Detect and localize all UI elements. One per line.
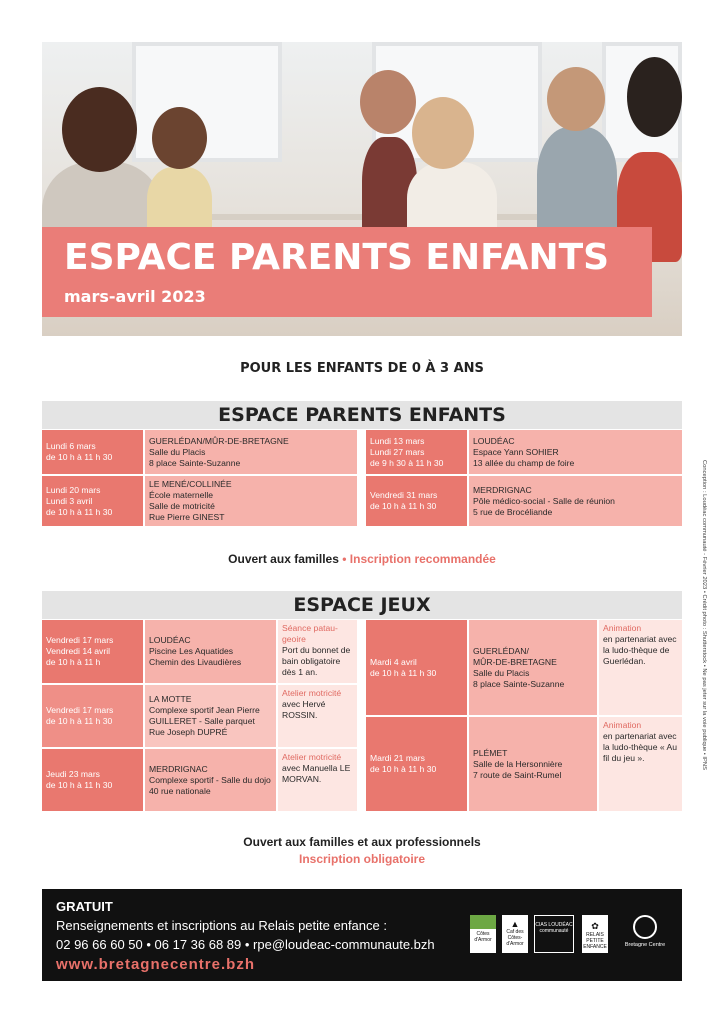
schedule-date	[366, 430, 467, 474]
schedule-date	[42, 620, 143, 683]
schedule-activity-note	[278, 749, 357, 811]
schedule-location-line: LA MOTTE	[149, 694, 192, 704]
note-activity-type: Séance patau-geoire	[282, 623, 338, 644]
schedule-date-line: de 10 h à 11 h 30	[46, 452, 113, 462]
note-open-families: Ouvert aux familles	[228, 552, 339, 566]
logo-text: CIAS LOUDÉAC communauté	[535, 922, 573, 934]
schedule-location-line: Espace Yann SOHIER	[473, 446, 559, 457]
schedule-location-line: Piscine Les Aquatides	[149, 646, 234, 656]
schedule-date-line: Mardi 4 avril	[370, 656, 417, 667]
logo-cotes-darmor	[470, 915, 496, 953]
note-details: en partenariat avec la ludo-thèque de Guerlédan.	[603, 634, 677, 666]
parent-figure	[627, 57, 682, 137]
schedule-location-line: GUERLÉDAN/MÛR-DE-BRETAGNE	[149, 435, 289, 446]
schedule-location	[145, 620, 276, 683]
section2-note-line1: Ouvert aux familles et aux professionnels	[243, 835, 481, 849]
note-registration: Inscription recommandée	[349, 552, 496, 566]
schedule-location	[469, 430, 682, 474]
schedule-date-line: de 10 h à 11 h 30	[370, 501, 437, 511]
schedule-location	[469, 476, 682, 526]
schedule-date-line: de 10 h à 11 h 30	[370, 667, 437, 678]
note-details: avec Hervé ROSSIN.	[282, 699, 326, 720]
logo-bretagne-centre	[620, 913, 670, 957]
schedule-location	[145, 685, 276, 747]
page-title: ESPACE PARENTS ENFANTS	[64, 237, 610, 278]
schedule-date-line: Lundi 20 mars	[46, 484, 101, 495]
note-bullet: •	[342, 552, 347, 566]
schedule-location-line: MERDRIGNAC	[149, 763, 208, 774]
schedule-date	[366, 476, 467, 526]
schedule-location-line: LOUDÉAC	[149, 635, 191, 645]
schedule-date-line: Vendredi 17 mars	[46, 705, 114, 715]
schedule-date-line: de 10 h à 11 h 30	[46, 780, 113, 790]
section-heading-espace-parents-enfants: ESPACE PARENTS ENFANTS	[42, 401, 682, 429]
schedule-location-line: MERDRIGNAC	[473, 484, 532, 495]
schedule-date-line: Vendredi 17 mars	[46, 635, 114, 645]
schedule-date	[42, 749, 143, 811]
schedule-date	[42, 685, 143, 747]
schedule-location	[469, 717, 597, 811]
schedule-location-line: 5 rue de Brocéliande	[473, 506, 553, 517]
child-figure	[152, 107, 207, 169]
schedule-location-line: 13 allée du champ de foire	[473, 457, 575, 468]
schedule-date	[366, 620, 467, 715]
logo-relais-petite-enfance: ✿ RELAIS PETITE ENFANCE	[582, 915, 608, 953]
schedule-location-line: GUERLÉDAN/	[473, 645, 529, 656]
schedule-date	[42, 430, 143, 474]
schedule-location-line: Rue Joseph DUPRÉ	[149, 727, 228, 737]
schedule-location-line: Complexe sportif Jean Pierre GUILLERET - Salle parquet	[149, 705, 260, 726]
logo-text: Côtes d'Armor	[474, 931, 492, 943]
schedule-location-line: LOUDÉAC	[473, 435, 515, 446]
section2-note-line2: Inscription obligatoire	[298, 852, 425, 866]
schedule-location-line: 8 place Sainte-Suzanne	[149, 457, 241, 468]
parent-figure	[412, 97, 474, 169]
schedule-location	[469, 620, 597, 715]
schedule-location-line: MÛR-DE-BRETAGNE	[473, 656, 557, 667]
schedule-date-line: Vendredi 31 mars	[370, 490, 438, 500]
child-figure	[547, 67, 605, 131]
age-range-heading: POUR LES ENFANTS DE 0 À 3 ANS	[240, 361, 484, 376]
note-activity-type: Atelier motricité	[282, 688, 342, 698]
schedule-activity-note	[278, 620, 357, 683]
schedule-location-line: Complexe sportif - Salle du dojo	[149, 774, 271, 785]
schedule-activity-note	[599, 620, 682, 715]
note-activity-type: Animation	[603, 623, 642, 633]
footer-website-link[interactable]: www.bretagnecentre.bzh	[56, 956, 255, 973]
schedule-location-line: PLÉMET	[473, 747, 508, 758]
schedule-date-line: de 10 h à 11 h 30	[46, 716, 113, 726]
note-activity-type: Atelier motricité	[282, 752, 342, 762]
side-credit	[695, 460, 715, 770]
schedule-date-line: Jeudi 23 mars	[46, 769, 100, 779]
footer-contact-block	[42, 889, 682, 981]
schedule-location-line: Salle du Placis	[149, 446, 206, 457]
hero-photo	[42, 42, 682, 336]
schedule-location-line: Chemin des Livaudières	[149, 657, 242, 667]
schedule-location-line: Pôle médico-social - Salle de réunion	[473, 495, 615, 506]
footer-contacts[interactable]: 02 96 66 60 50 • 06 17 36 68 89 • rpe@loudeac-communaute.bzh	[56, 937, 435, 952]
schedule-date-line: de 9 h 30 à 11 h 30	[370, 457, 444, 468]
schedule-activity-note	[599, 717, 682, 811]
section1-note	[0, 552, 724, 566]
schedule-location-line: 40 rue nationale	[149, 785, 211, 796]
child-figure	[360, 70, 416, 134]
logo-text: RELAIS PETITE ENFANCE	[583, 932, 607, 950]
schedule-date-line: de 10 h à 11 h 30	[46, 506, 113, 517]
schedule-date-line: de 10 h à 11 h 30	[370, 764, 437, 774]
logo-text: Caf des Côtes-d'Armor	[506, 929, 524, 947]
schedule-date-line: de 10 h à 11 h	[46, 657, 101, 667]
schedule-date-line: Lundi 27 mars	[370, 446, 425, 457]
bretagne-centre-icon	[633, 915, 657, 939]
schedule-date-line: Vendredi 14 avril	[46, 646, 111, 656]
schedule-date-line: Mardi 21 mars	[370, 753, 425, 763]
footer-free-label: GRATUIT	[56, 899, 113, 914]
schedule-location-line: 8 place Sainte-Suzanne	[473, 678, 565, 689]
schedule-location-line: Salle du Placis	[473, 667, 530, 678]
note-details: avec Manuella LE MORVAN.	[282, 763, 351, 784]
page-subtitle: mars-avril 2023	[64, 287, 206, 306]
schedule-location-line: Rue Pierre GINEST	[149, 512, 225, 522]
note-details: Port du bonnet de bain obligatoire dès 1 an.	[282, 645, 351, 677]
footer-info-text: Renseignements et inscriptions au Relais petite enfance :	[56, 918, 387, 933]
logo-caf: ▲ Caf des Côtes-d'Armor	[502, 915, 528, 953]
schedule-date-line: Lundi 3 avril	[46, 495, 93, 506]
schedule-location-line: 7 route de Saint-Rumel	[473, 769, 562, 780]
schedule-date-line: Lundi 6 mars	[46, 441, 96, 451]
schedule-location-line: Salle de la Hersonnière	[473, 758, 563, 769]
schedule-location-line: Salle de motricité	[149, 501, 215, 511]
logo-cias	[534, 915, 574, 953]
schedule-location	[145, 430, 357, 474]
schedule-location	[145, 749, 276, 811]
schedule-activity-note	[278, 685, 357, 747]
schedule-date	[366, 717, 467, 811]
note-activity-type: Animation	[603, 720, 642, 730]
note-details: en partenariat avec la ludo-thèque « Au fil du jeu ».	[603, 731, 678, 763]
parent-figure	[62, 87, 137, 172]
schedule-location-line: LE MENÉ/COLLINÉE	[149, 479, 232, 489]
schedule-date-line: Lundi 13 mars	[370, 435, 425, 446]
section-heading-espace-jeux: ESPACE JEUX	[42, 591, 682, 619]
schedule-date	[42, 476, 143, 526]
schedule-location-line: École maternelle	[149, 490, 214, 500]
schedule-location	[145, 476, 357, 526]
credit-text: Conception : Loudéac communauté - Février 2023 • Crédit photo : Shutterstock • Ne pas jeter sur la voie publique • IPNS	[701, 460, 707, 770]
logo-text: Bretagne Centre	[624, 942, 666, 948]
